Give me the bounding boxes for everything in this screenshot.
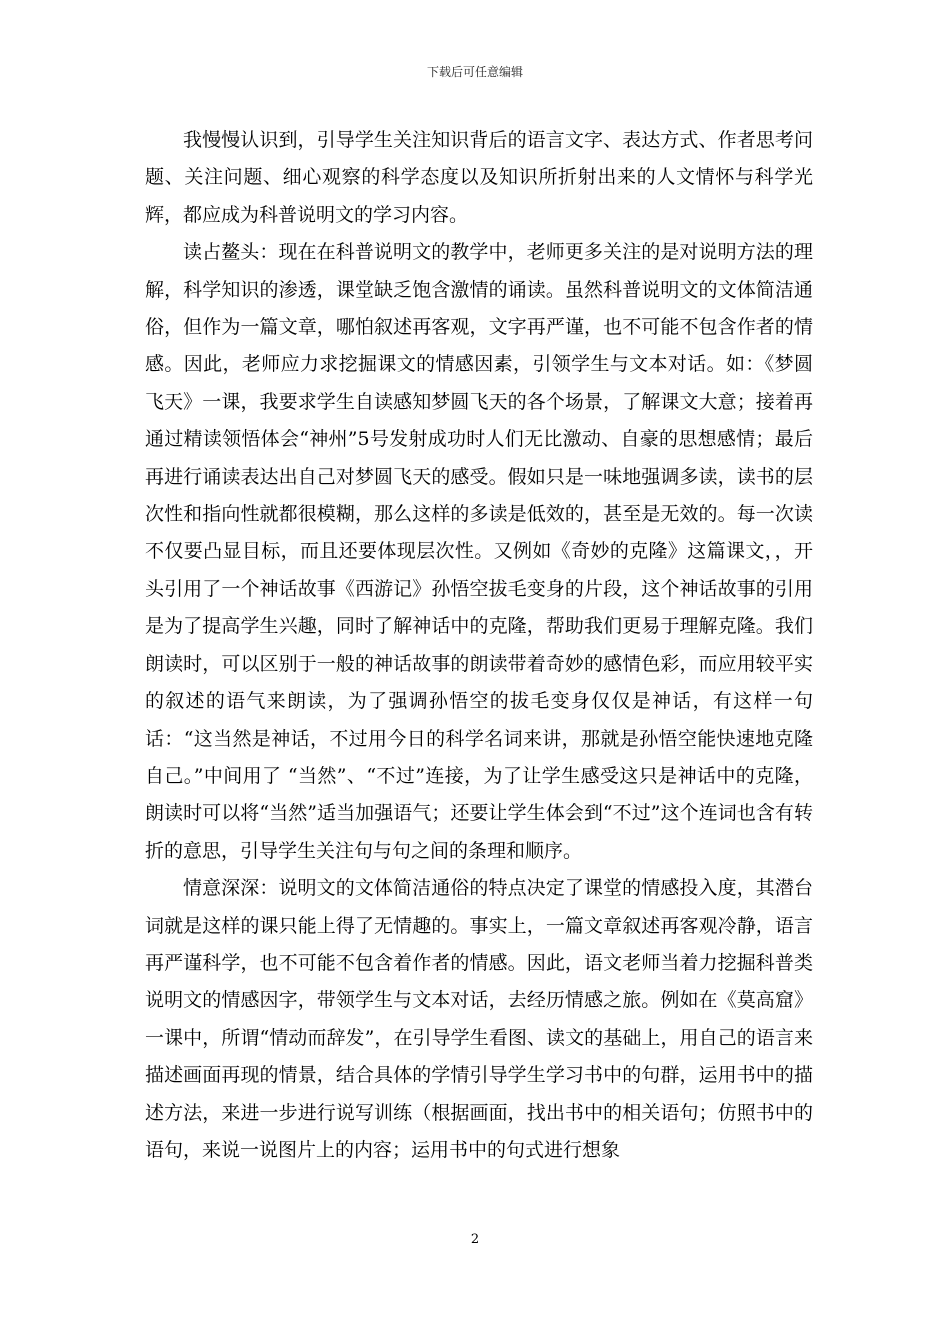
document-body [145,122,813,1169]
paragraph-2: 读占鳌头：现在在科普说明文的教学中，老师更多关注的是对说明方法的理解，科学知识的渗透，课堂缺乏饱含激情的诵读。虽然科普说明文的文体简洁通俗，但作为一篇文章，哪怕叙述再客观，文字再严谨，也不可能不包含作者的情感。因此，老师应力求挖掘课文的情感因素，引领学生与文本对话。如：《梦圆飞天》一课，我要求学生自读感知梦圆飞天的各个场景，了解课文大意；接着再通过精读领悟体会“神州”5号发射成功时人们无比激动、自豪的思想感情；最后再进行诵读表达出自己对梦圆飞天的感受。假如只是一味地强调多读，读书的层次性和指向性就都很模糊，那么这样的多读是低效的，甚至是无效的。每一次读不仅要凸显目标，而且还要体现层次性。又例如《奇妙的克隆》这篇课文，，开头引用了一个神话故事《西游记》孙悟空拔毛变身的片段，这个神话故事的引用是为了提高学生兴趣，同时了解神话中的克隆，帮助我们更易于理解克隆。我们朗读时，可以区别于一般的神话故事的朗读带着奇妙的感情色彩，而应用较平实的叙述的语气来朗读，为了强调孙悟空的拔毛变身仅仅是神话，有这样一句话：“这当然是神话，不过用今日的科学名词来讲，那就是孙悟空能快速地克隆自己。”中间用了 “当然”、“不过”连接，为了让学生感受这只是神话中的克隆，朗读时可以将“当然”适当加强语气；还要让学生体会到“不过”这个连词也含有转折的意思，引导学生关注句与句之间的条理和顺序。 [145,241,813,862]
page-header-note: 下载后可任意编辑 [426,65,523,79]
paragraph-1: 我慢慢认识到，引导学生关注知识背后的语言文字、表达方式、作者思考问题、关注问题、细心观察的科学态度以及知识所折射出来的人文情怀与科学光辉，都应成为科普说明文的学习内容。 [145,129,813,226]
paragraph-3: 情意深深：说明文的文体简洁通俗的特点决定了课堂的情感投入度，其潜台词就是这样的课只能上得了无情趣的。事实上，一篇文章叙述再客观冷静，语言再严谨科学，也不可能不包含着作者的情感。因此，语文老师当着力挖掘科普类说明文的情感因字，带领学生与文本对话，去经历情感之旅。例如在《莫高窟》一课中，所谓“情动而辞发”，在引导学生看图、读文的基础上，用自己的语言来描述画面再现的情景，结合具体的学情引导学生学习书中的句群，运用书中的描述方法，来进一步进行说写训练（根据画面，找出书中的相关语句；仿照书中的语句，来说一说图片上的内容；运用书中的句式进行想象 [145,877,813,1161]
page-number: 2 [470,1232,480,1247]
